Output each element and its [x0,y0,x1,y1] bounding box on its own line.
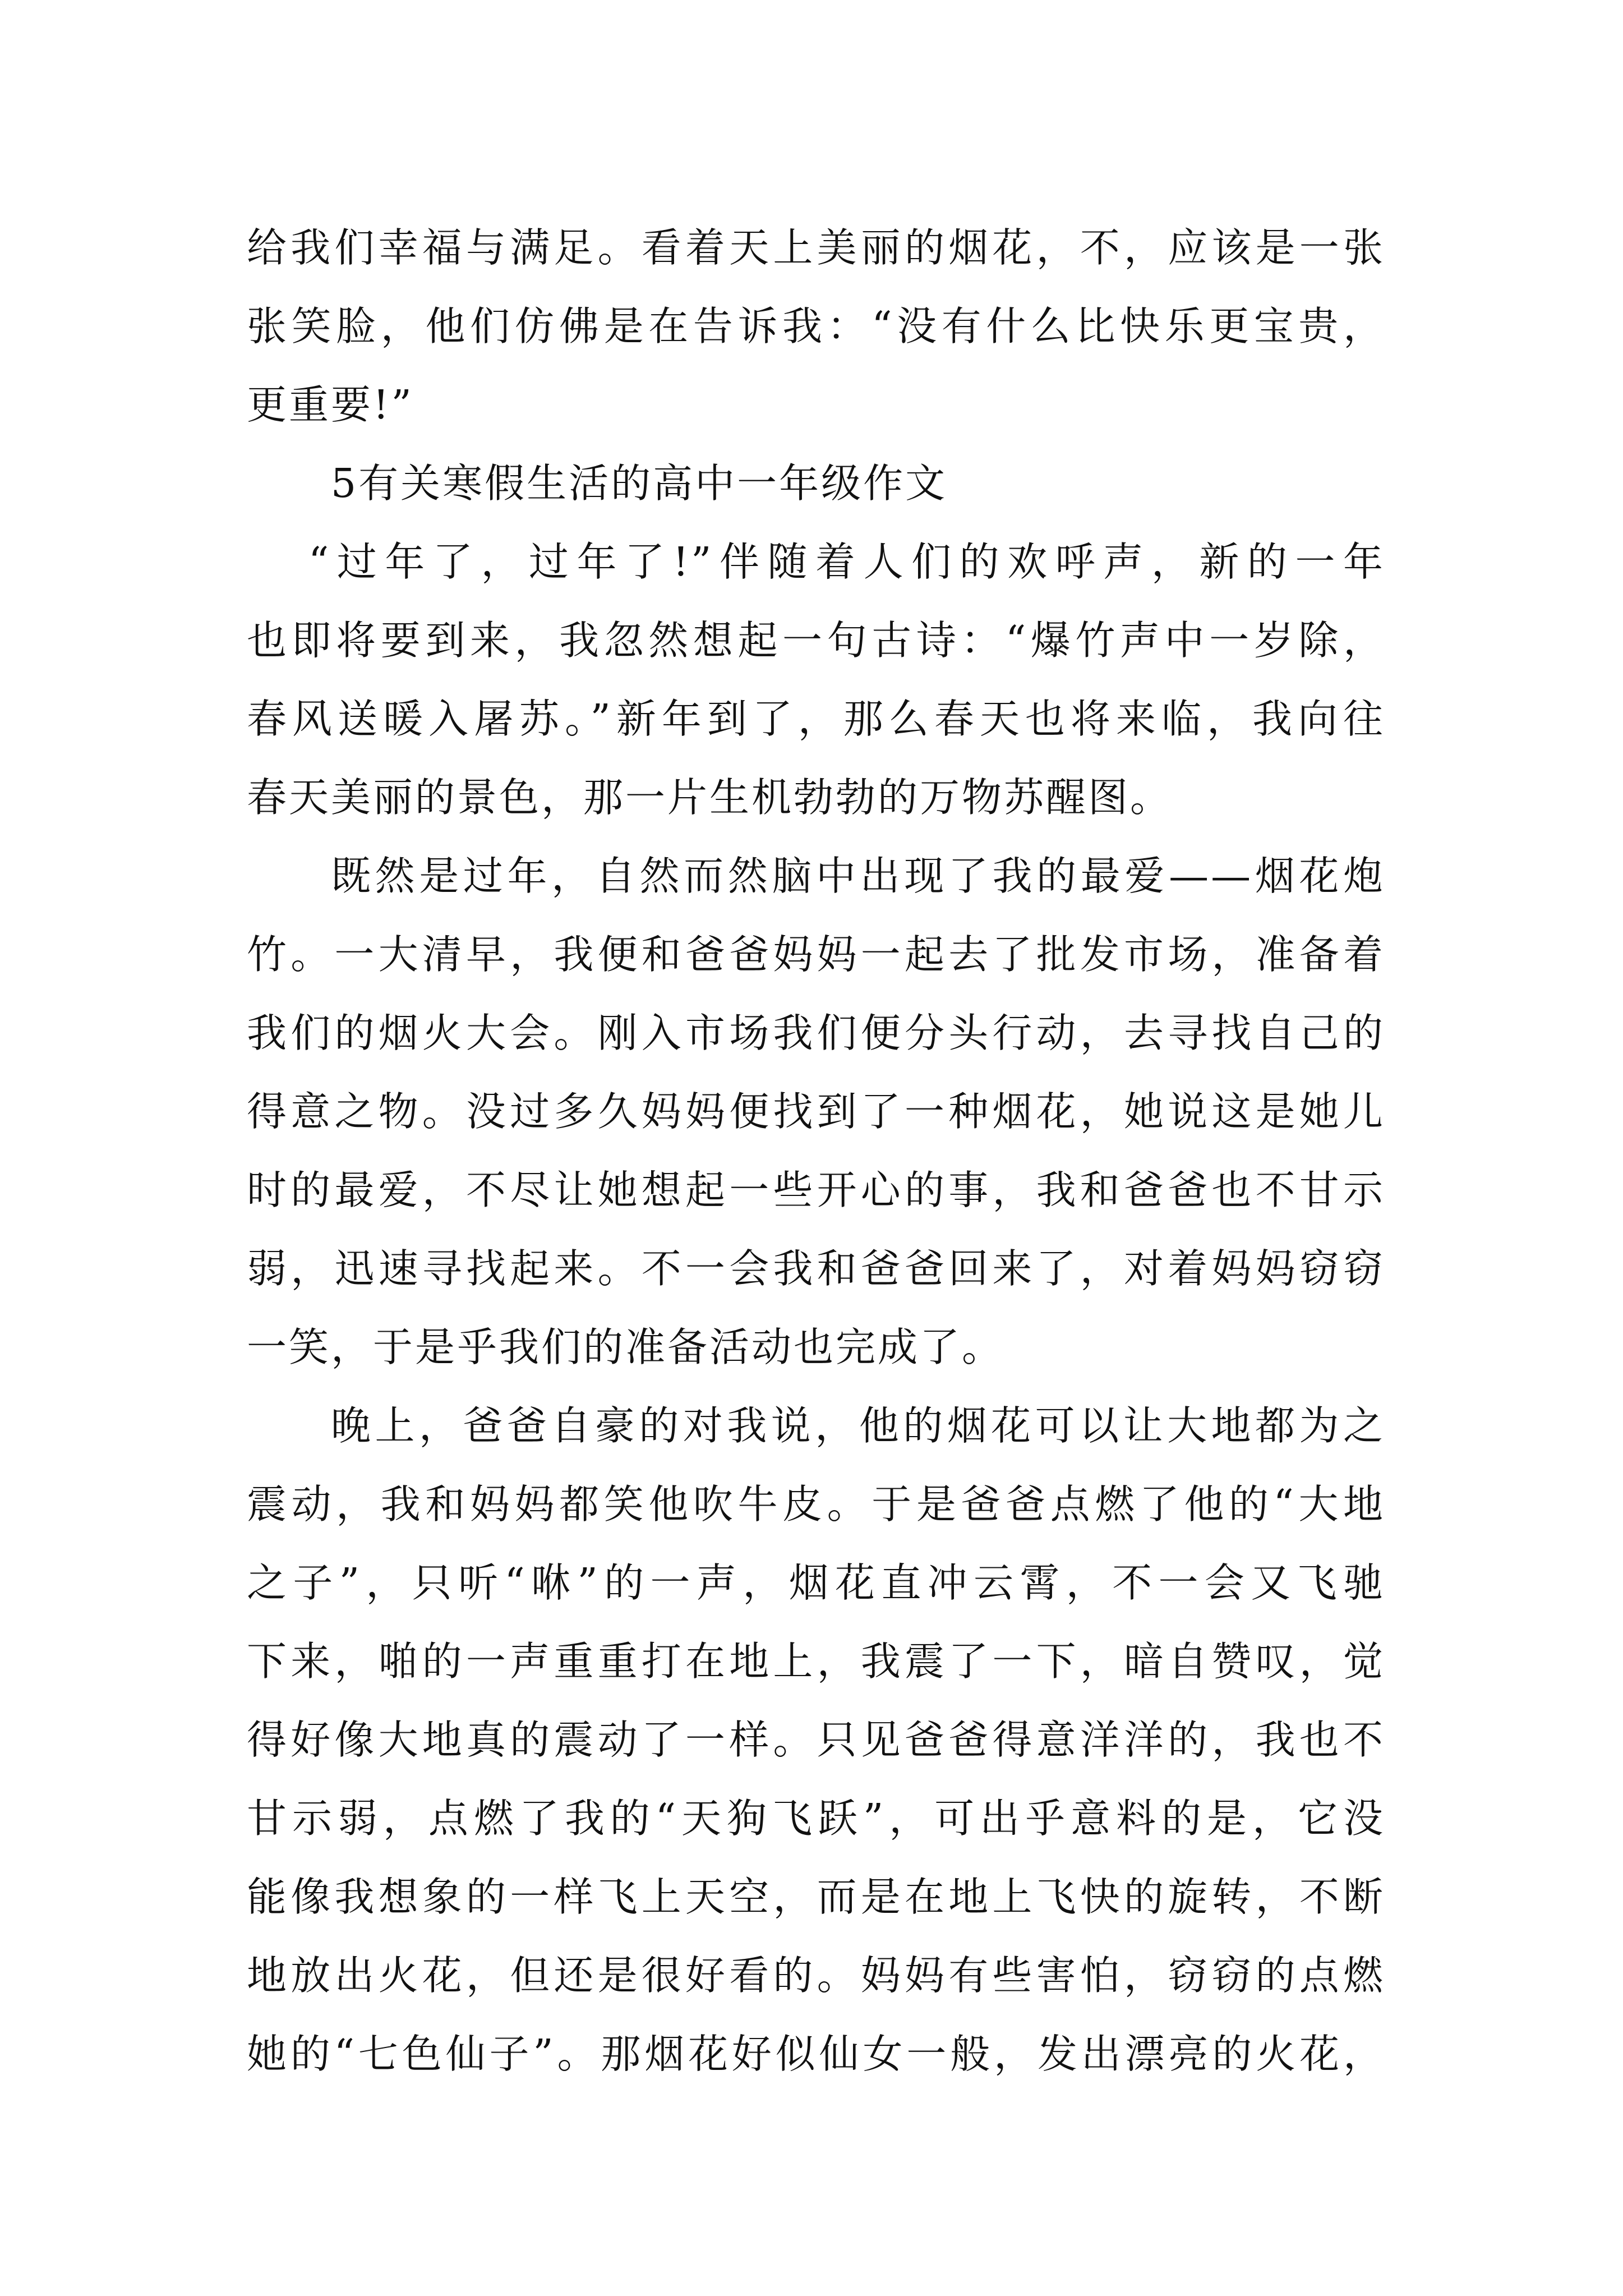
text-line: 她的“七色仙子”。那烟花好似仙女一般，发出漂亮的火花， [247,2031,1385,2077]
essay-body [247,209,1385,2093]
text-line: 之子”，只听“咻”的一声，烟花直冲云霄，不一会又飞驰 [247,1559,1385,1606]
text-line: 春天美丽的景色，那一片生机勃勃的万物苏醒图。 [247,774,1173,821]
paragraph [247,837,1385,1387]
text-line: 震动，我和妈妈都笑他吹牛皮。于是爸爸点燃了他的“大地 [247,1481,1385,1527]
text-line: 弱，迅速寻找起来。不一会我和爸爸回来了，对着妈妈窃窃 [247,1245,1385,1292]
heading-text: 5有关寒假生活的高中一年级作文 [331,460,948,507]
paragraph [247,1387,1385,2093]
text-line: 下来，啪的一声重重打在地上，我震了一下，暗自赞叹，觉 [247,1638,1385,1685]
paragraph [247,523,1385,837]
text-line: 甘示弱，点燃了我的“天狗飞跃”，可出乎意料的是，它没 [247,1795,1385,1842]
text-line: 得意之物。没过多久妈妈便找到了一种烟花，她说这是她儿 [247,1088,1385,1135]
paragraph [247,209,1385,444]
section-heading [247,444,1385,523]
text-line: 张笑脸，他们仿佛是在告诉我：“没有什么比快乐更宝贵， [247,303,1385,349]
text-line: 晚上，爸爸自豪的对我说，他的烟花可以让大地都为之 [331,1402,1385,1449]
text-line: 既然是过年，自然而然脑中出现了我的最爱——烟花炮 [331,853,1385,899]
text-line: 一笑，于是乎我们的准备活动也完成了。 [247,1324,1004,1370]
text-line: 春风送暖入屠苏。”新年到了，那么春天也将来临，我向往 [247,696,1385,742]
text-line: 竹。一大清早，我便和爸爸妈妈一起去了批发市场，准备着 [247,931,1385,978]
text-line: 时的最爱，不尽让她想起一些开心的事，我和爸爸也不甘示 [247,1167,1385,1213]
text-line: 我们的烟火大会。刚入市场我们便分头行动，去寻找自己的 [247,1010,1385,1056]
text-line: 给我们幸福与满足。看着天上美丽的烟花，不，应该是一张 [247,224,1385,271]
text-line: 得好像大地真的震动了一样。只见爸爸得意洋洋的，我也不 [247,1717,1385,1763]
text-line: 也即将要到来，我忽然想起一句古诗：“爆竹声中一岁除， [247,617,1385,664]
text-line: 地放出火花，但还是很好看的。妈妈有些害怕，窃窃的点燃 [247,1952,1385,1999]
text-line: “过年了，过年了!”伴随着人们的欢呼声，新的一年 [308,539,1385,585]
text-line: 更重要!” [247,381,414,428]
text-line: 能像我想象的一样飞上天空，而是在地上飞快的旋转，不断 [247,1874,1385,1920]
